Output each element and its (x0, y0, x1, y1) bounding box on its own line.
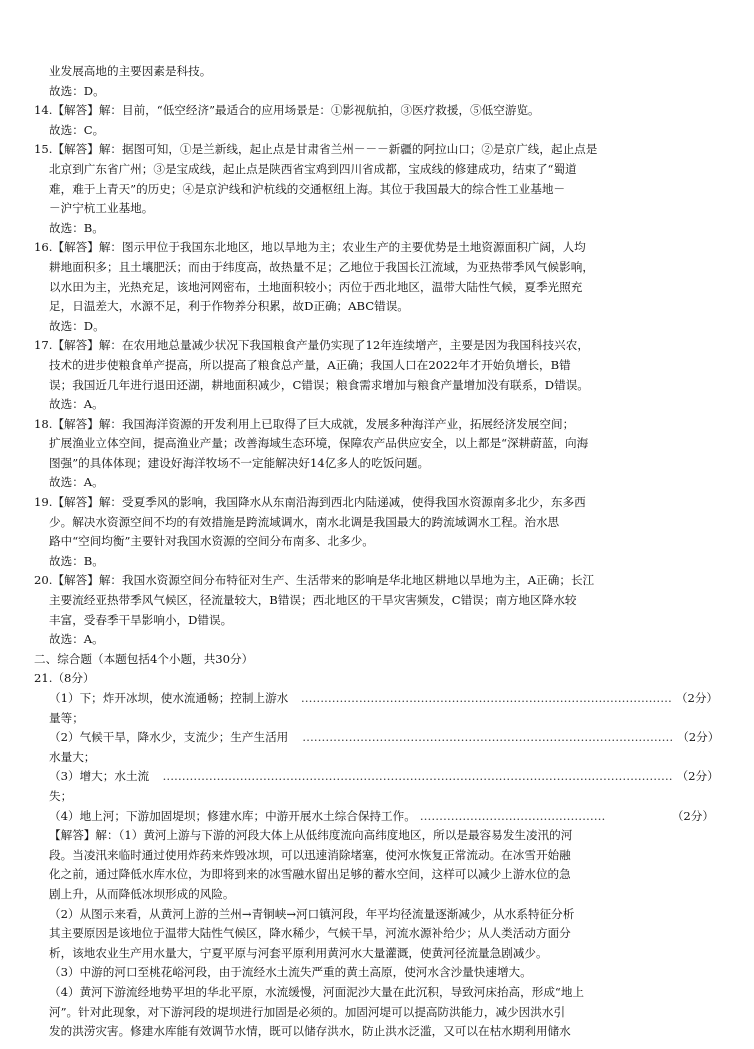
text-line: 发的洪涝灾害。修建水库能有效调节水情，既可以储存洪水，防止洪水泛滥，又可以在枯水期利用储水 (49, 1024, 571, 1039)
text-line: 17.【解答】解：在农用地总量减少状况下我国粮食产量仍实现了12年连续增产，主要是因为我国科技兴农， (34, 338, 589, 353)
text-line: 【解答】解：（1）黄河上游与下游的河段大体上从低纬度流向高纬度地区，所以是最容易发生凌汛的河 (49, 828, 573, 843)
score-points: （2分） (677, 730, 720, 745)
text-line: 故选：B。 (49, 553, 104, 568)
text-line: 故选：D。 (49, 318, 105, 333)
text-line: （4）黄河下游流经地势平坦的华北平原，水流缓慢，河面泥沙大量在此沉积，导致河床抬高，形成“地上 (49, 984, 585, 999)
text-line: 16.【解答】解：图示甲位于我国东北地区，地以旱地为主；农业生产的主要优势是土地资源面积广阔，人均 (34, 240, 586, 255)
text-line: 误；我国近几年进行退田还湖，耕地面积减少，C错误；粮食需求增加与粮食产量增加没有联系，D错误。 (49, 377, 589, 392)
score-answer: （4）地上河；下游加固堤坝；修建水库；中游开展水土综合保持工作。 (49, 808, 416, 823)
text-line: 故选：A。 (49, 475, 104, 490)
score-row (34, 689, 719, 728)
score-points: （2分） (676, 769, 719, 784)
text-line: 故选：D。 (49, 83, 105, 98)
text-line: 20.【解答】解：我国水资源空间分布特征对生产、生活带来的影响是华北地区耕地以旱地为主，A正确；长江 (34, 573, 595, 588)
text-line: －沪宁杭工业基地。 (49, 201, 154, 216)
text-line: 故选：C。 (49, 122, 105, 137)
score-answer: （2）气候干旱，降水少，支流少；生产生活用水量大； (49, 730, 289, 764)
score-list (34, 689, 720, 826)
score-row (34, 767, 719, 806)
text-line: 扩展渔业立体空间，提高渔业产量；改善海域生态环境，保障农产品供应安全，以上都是“深耕蔚蓝，向海 (49, 436, 589, 451)
text-line: 14.【解答】解：目前，“低空经济”最适合的应用场景是：①影视航拍，③医疗救援，⑤低空游览。 (34, 103, 540, 118)
text-line: 业发展高地的主要因素是科技。 (49, 64, 212, 78)
text-line: 河”。针对此现象，对下游河段的堤坝进行加固是必须的。加固河堤可以提高防洪能力，减少因洪水引 (49, 1004, 566, 1019)
answer-lines (34, 62, 714, 689)
text-line: 北京到广东省广州；③是宝成线，起止点是陕西省宝鸡到四川省成都，宝成线的修建成功，结束了“蜀道 (49, 161, 577, 176)
text-line: 故选：B。 (49, 220, 104, 235)
text-line: 路中“空间均衡”主要针对我国水资源的空间分布南多、北多少。 (49, 534, 374, 549)
text-line: 技术的进步使粮食单产提高，所以提高了粮食总产量，A正确；我国人口在2022年才开始负增长，B错 (49, 357, 571, 372)
text-line: 故选：A。 (49, 632, 104, 647)
score-points: （2分） (671, 808, 714, 823)
text-line: 图强”的具体体现；建设好海洋牧场不一定能解决好14亿多人的吃饭问题。 (49, 455, 430, 470)
leader-dots: ………………………………………… (419, 808, 606, 823)
score-row (34, 728, 720, 767)
leader-dots: …………………………………………………………………………………… (302, 730, 674, 745)
text-line: 段。当凌汛来临时通过使用炸药来炸毁冰坝，可以迅速消除堵塞，使河水恢复正常流动。在冰雪开始融 (49, 847, 571, 862)
text-line: 耕地面积多；且土壤肥沃；而由于纬度高，故热量不足；乙地位于我国长江流域，为亚热带季风气候影响， (49, 259, 594, 274)
text-line: 故选：A。 (49, 397, 104, 412)
score-row (34, 807, 714, 827)
text-line: 19.【解答】解：受夏季风的影响，我国降水从东南沿海到西北内陆递减，使得我国水资源南多北少，东多西 (34, 495, 586, 510)
text-line: 二、综合题（本题包括4个小题，共30分） (34, 651, 254, 666)
text-line: 18.【解答】解：我国海洋资源的开发利用上已取得了巨大成就，发展多种海洋产业，拓展经济发展空间； (34, 416, 575, 431)
text-line: 剧上升，从而降低冰坝形成的风险。 (49, 886, 235, 901)
text-line: （3）中游的河口至桃花峪河段，由于流经水土流失严重的黄土高原，使河水含沙量快速增大。 (49, 965, 532, 980)
text-line: 丰富，受春季干旱影响小，D错误。 (49, 612, 233, 627)
text-line: 少。解决水资源空间不均的有效措施是跨流域调水，南水北调是我国最大的跨流域调水工程。治水思 (49, 514, 560, 529)
score-answer: （1）下；炸开冰坝，使水流通畅；控制上游水量等； (49, 691, 289, 725)
leader-dots: …………………………………………………………………………………………………………………… (162, 769, 673, 784)
text-line: 以水田为主，光热充足，该地河网密布，土地面积较小；丙位于西北地区，温带大陆性气候，夏季光照充 (49, 279, 583, 294)
text-line: 难，难于上青天”的历史；④是京沪线和沪杭线的交通枢纽上海。其位于我国最大的综合性工业基地－ (49, 181, 566, 196)
text-line: （2）从图示来看，从黄河上游的兰州→青铜峡→河口镇河段，年平均径流量逐渐减少，从水系特征分析 (49, 906, 575, 921)
score-points: （2分） (675, 691, 719, 705)
text-line: 足，日温差大，水源不足，利于作物养分积累，故D正确；ABC错误。 (49, 299, 409, 314)
text-line: 21.（8分） (34, 671, 95, 686)
text-line: 化之前，通过降低水库水位，为即将到来的冰雪融水留出足够的蓄水空间，这样可以减少上游水位的急 (49, 867, 571, 882)
text-line: 主要流经亚热带季风气候区，径流量较大，B错误；西北地区的干旱灾害频发，C错误；南方地区降水较 (49, 593, 577, 608)
leader-dots: …………………………………………………………………………………… (300, 691, 672, 705)
explanation-lines (34, 826, 714, 1042)
score-answer: （3）增大；水土流失； (49, 769, 150, 803)
text-line: 15.【解答】解：据图可知，①是兰新线，起止点是甘肃省兰州－－－新疆的阿拉山口；②是京广线，起止点是 (34, 142, 598, 157)
text-line: 析，该地农业生产用水量大，宁夏平原与河套平原利用黄河水大量灌溉，使黄河径流量急剧减少。 (49, 945, 548, 960)
text-line: 其主要原因是该地位于温带大陆性气候区，降水稀少，气候干旱，河流水源补给少；从人类活动方面分 (49, 926, 571, 941)
